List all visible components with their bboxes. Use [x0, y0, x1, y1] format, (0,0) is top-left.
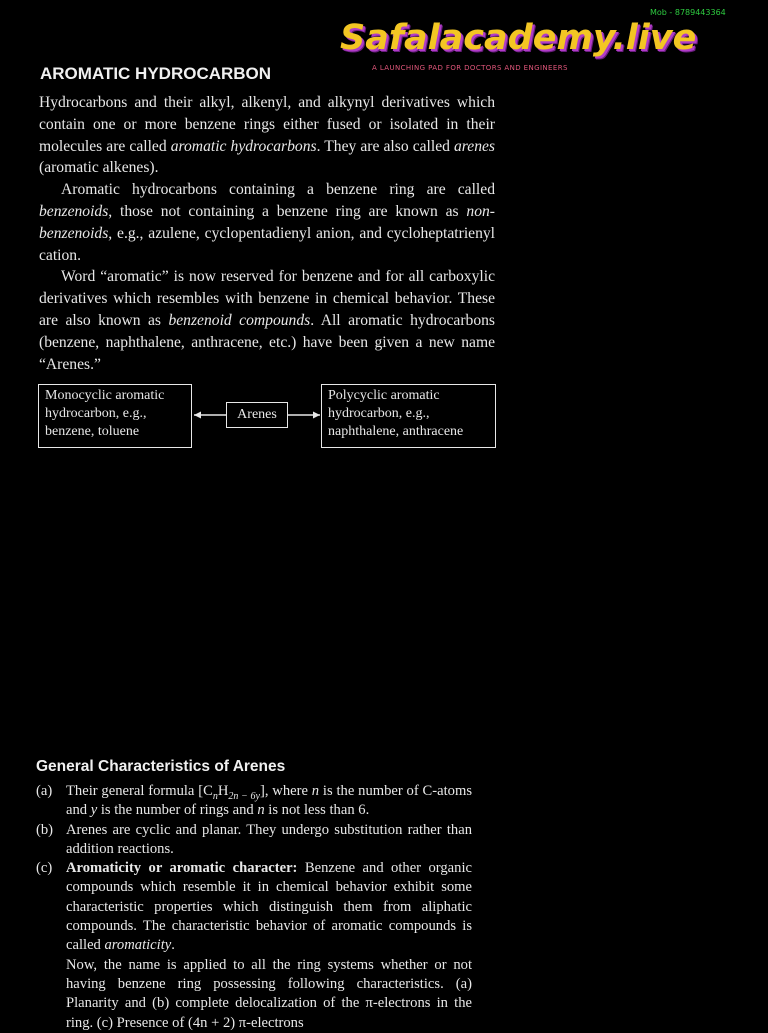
arrowhead-left [194, 412, 201, 419]
characteristics-list [36, 782, 472, 1033]
list-item-c: (c) Aromaticity or aromatic character: Benzene and other organic compounds which resemble it in chemical behavior exhibit some characteristic properties which distinguish them from aliphatic compounds. The characteristic behavior of aromatic compounds is called aromaticity. Now, the name is applied to all the ring systems whether or not having benzene ring possessing following characteristics. (a) Planarity and (b) complete delocalization of the π-electrons in the ring. (c) Presence of (4n + 2) π-electrons [36, 860, 472, 1031]
monocyclic-box: Monocyclic aromatic hydrocarbon, e.g., benzene, toluene [38, 384, 192, 448]
list-item-b: (b) Arenes are cyclic and planar. They undergo substitution rather than addition reactions. [36, 821, 472, 857]
paragraph-2: Aromatic hydrocarbons containing a benzene ring are called benzenoids, those not containing a benzene ring are known as non-benzenoids, e.g., azulene, cyclopentadienyl anion, and cycloheptatrienyl cation. [39, 181, 495, 264]
mobile-number: Mob - 8789443364 [650, 8, 726, 17]
polycyclic-box: Polycyclic aromatic hydrocarbon, e.g., naphthalene, anthracene [321, 384, 496, 448]
arenes-box: Arenes [226, 402, 288, 428]
arenes-classification-diagram [38, 384, 496, 450]
paragraph-3: Word “aromatic” is now reserved for benzene and for all carboxylic derivatives which resembles with benzene in chemical behavior. These are also known as benzenoid compounds. All aromatic hydrocarbons (benzene, naphthalene, anthracene, etc.) have been given a new name “Arenes.” [39, 268, 495, 373]
page-title: AROMATIC HYDROCARBON [40, 64, 272, 83]
brand-logo: Safalacademy.live [340, 18, 697, 58]
intro-text [39, 92, 495, 375]
arrowhead-right [313, 412, 320, 419]
list-item-a: (a) Their general formula $[C_nH_{2n - 6y}]$, where n is the number of C-atoms and y is the number of rings and n is not less than 6. [36, 783, 472, 819]
paragraph-1: Hydrocarbons and their alkyl, alkenyl, and alkynyl derivatives which contain one or more benzene rings either fused or isolated in their molecules are called aromatic hydrocarbons. They are also called arenes (aromatic alkenes). [39, 94, 495, 177]
brand-tagline: A LAUNCHING PAD FOR DOCTORS AND ENGINEERS [372, 64, 568, 72]
section-title: General Characteristics of Arenes [36, 758, 286, 775]
